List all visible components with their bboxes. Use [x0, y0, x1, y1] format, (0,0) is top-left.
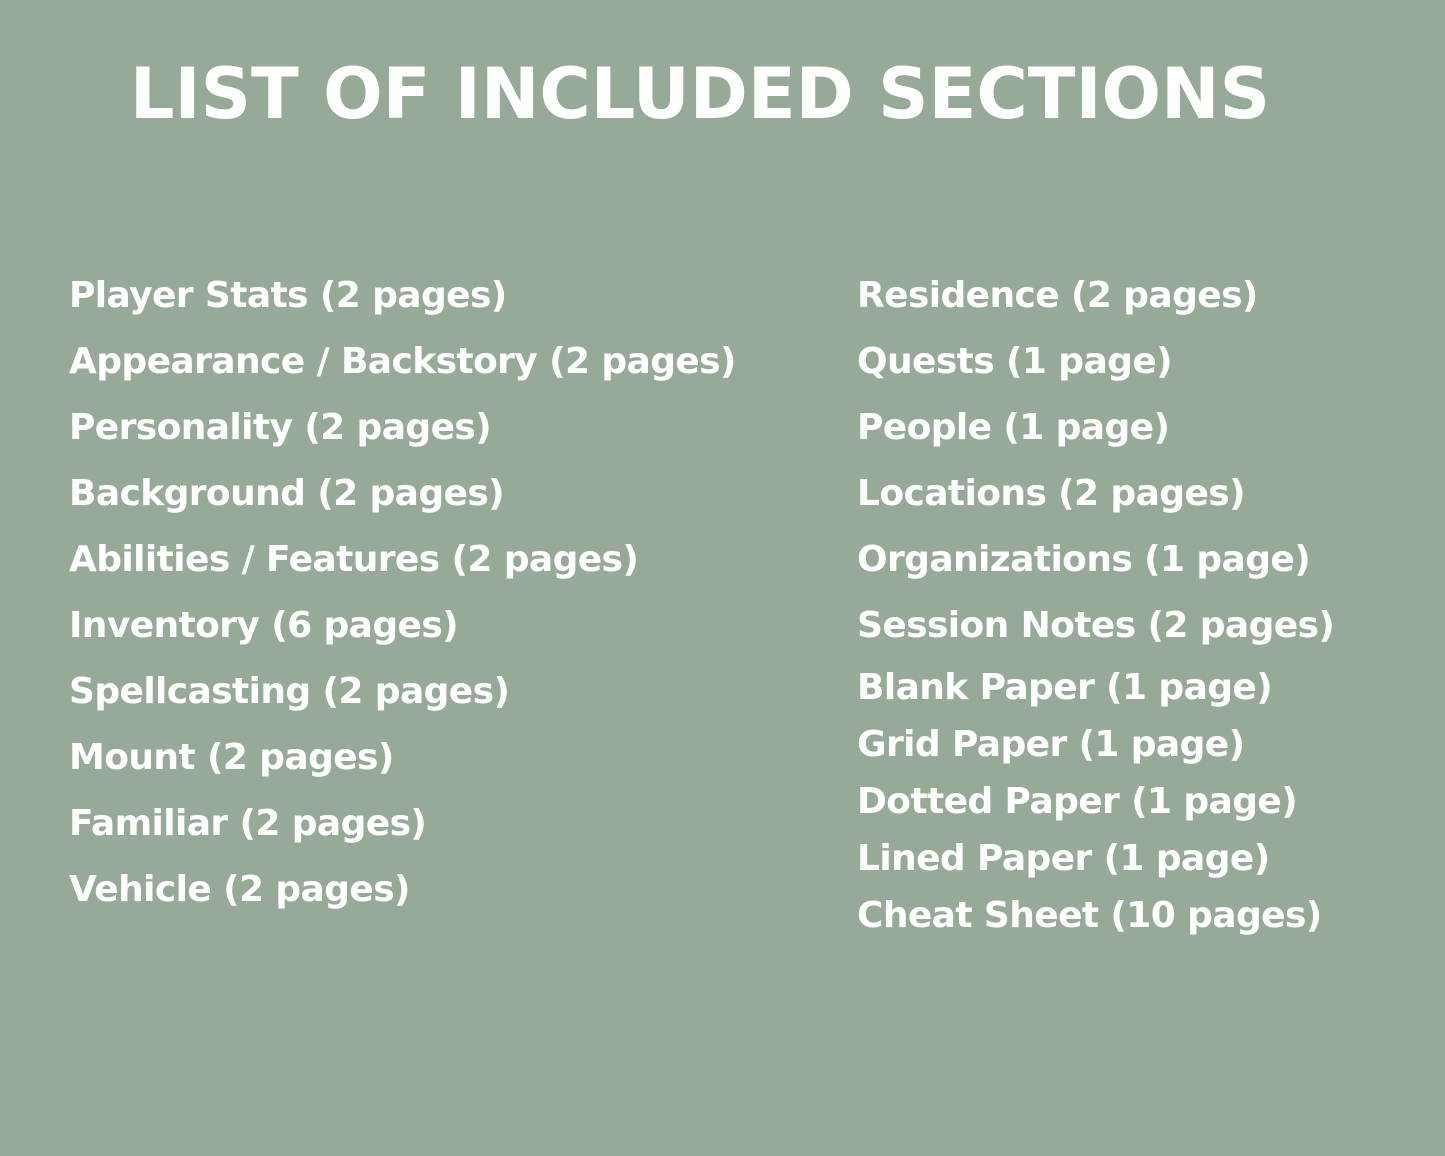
- sections-list-left: [69, 266, 829, 926]
- list-item: Appearance / Backstory (2 pages): [69, 341, 736, 382]
- list-item: Spellcasting (2 pages): [69, 671, 510, 712]
- list-item: Quests (1 page): [857, 341, 1172, 382]
- list-item: Familiar (2 pages): [69, 803, 427, 844]
- list-item: Grid Paper (1 page): [857, 724, 1245, 765]
- list-item: Background (2 pages): [69, 473, 504, 514]
- list-item: Player Stats (2 pages): [69, 275, 507, 316]
- list-item: Residence (2 pages): [857, 275, 1258, 316]
- list-item: Personality (2 pages): [69, 407, 492, 448]
- list-item: Organizations (1 page): [857, 539, 1311, 580]
- list-item: Vehicle (2 pages): [69, 869, 410, 910]
- list-item: Session Notes (2 pages): [857, 605, 1335, 646]
- list-item: Lined Paper (1 page): [857, 838, 1270, 879]
- list-item: Dotted Paper (1 page): [857, 781, 1298, 822]
- list-item: People (1 page): [857, 407, 1170, 448]
- list-item: Blank Paper (1 page): [857, 667, 1273, 708]
- sections-list-right: [857, 266, 1437, 947]
- list-item: Abilities / Features (2 pages): [69, 539, 639, 580]
- list-item: Locations (2 pages): [857, 473, 1245, 514]
- list-item: Cheat Sheet (10 pages): [857, 895, 1322, 936]
- list-item: Mount (2 pages): [69, 737, 394, 778]
- list-item: Inventory (6 pages): [69, 605, 458, 646]
- page-title: LIST OF INCLUDED SECTIONS: [129, 53, 1271, 135]
